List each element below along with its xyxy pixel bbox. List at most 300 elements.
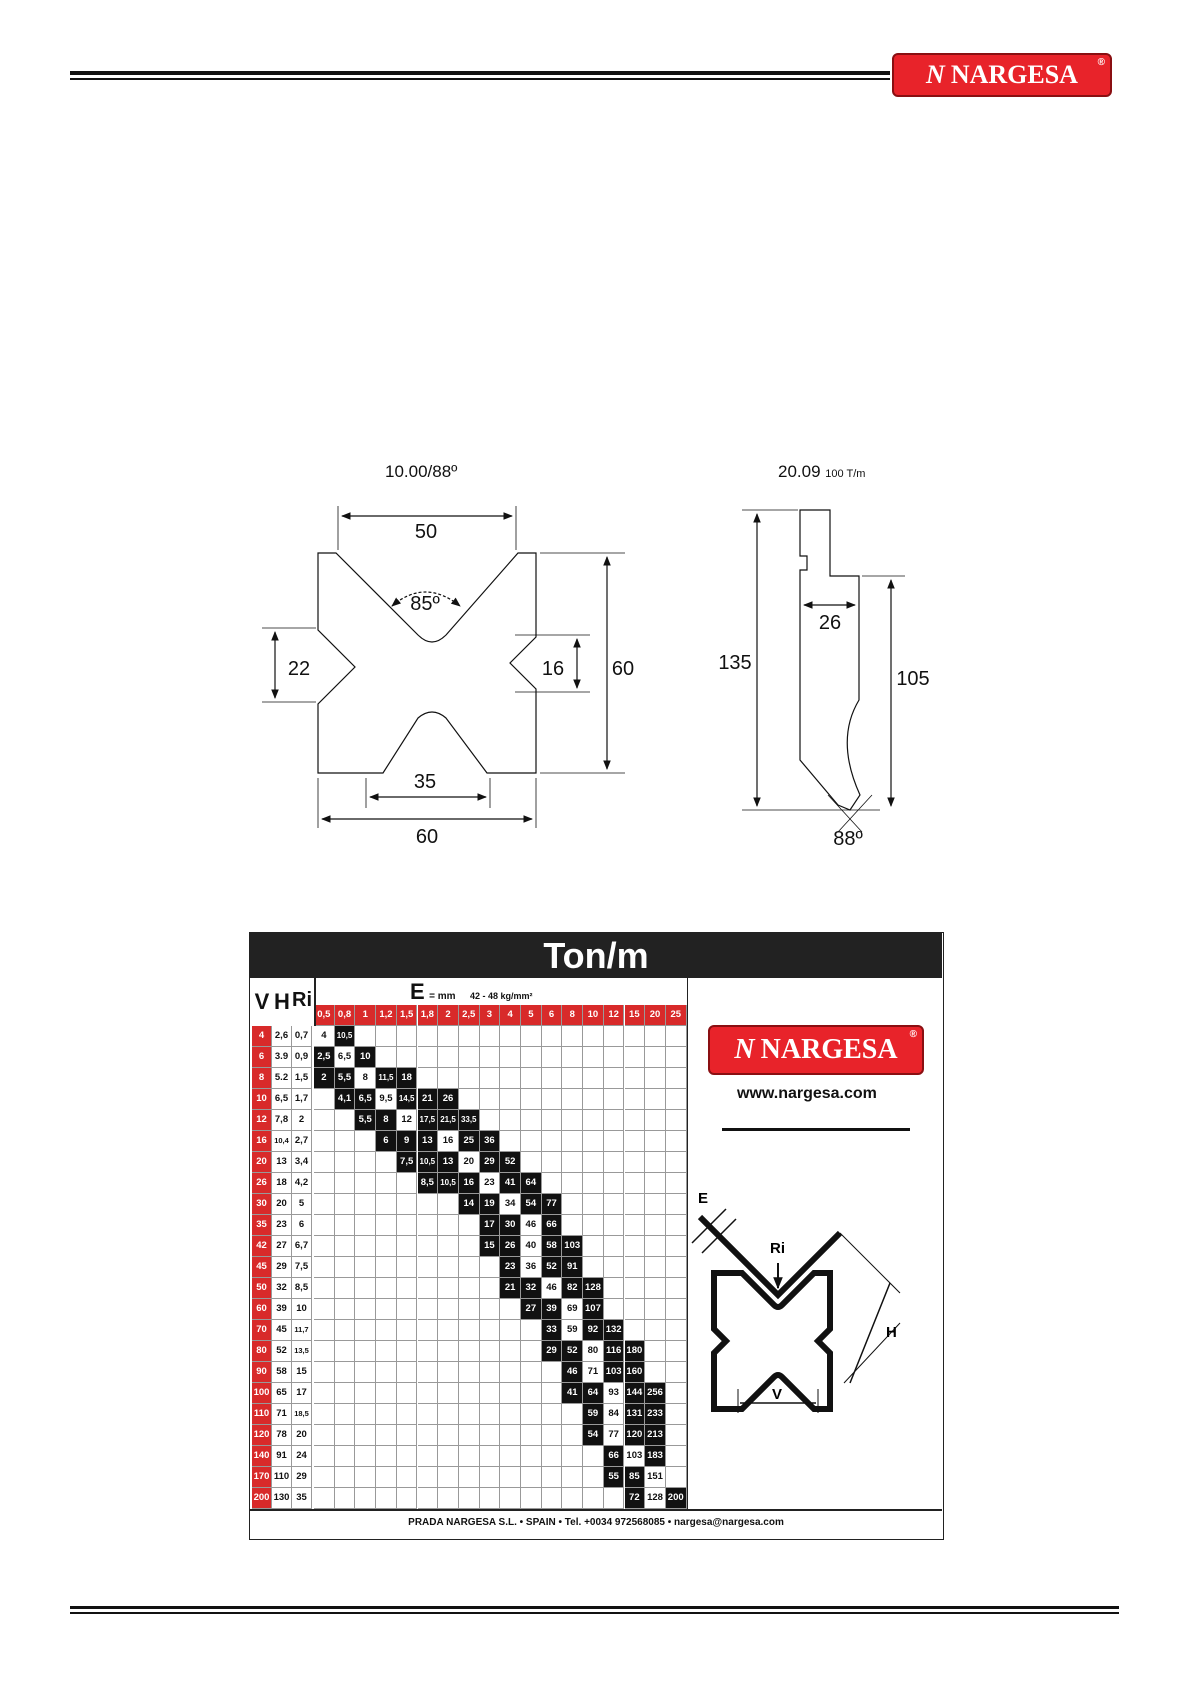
empty-cell xyxy=(314,1425,335,1446)
empty-cell xyxy=(459,1404,480,1425)
thickness-header: 5 xyxy=(521,1005,542,1026)
ton-value-cell: 180 xyxy=(625,1341,646,1362)
thickness-header: 3 xyxy=(480,1005,501,1026)
empty-cell xyxy=(314,1173,335,1194)
empty-cell xyxy=(397,1341,418,1362)
empty-cell xyxy=(604,1110,625,1131)
empty-cell xyxy=(355,1362,376,1383)
row-ri: 35 xyxy=(292,1488,312,1509)
ton-value-cell: 6,5 xyxy=(355,1089,376,1110)
row-ri: 5 xyxy=(292,1194,312,1215)
empty-cell xyxy=(521,1383,542,1404)
ton-value-cell: 71 xyxy=(583,1362,604,1383)
ton-value-cell: 26 xyxy=(500,1236,521,1257)
empty-cell xyxy=(542,1173,563,1194)
empty-cell xyxy=(645,1299,666,1320)
empty-cell xyxy=(604,1257,625,1278)
ton-value-cell: 23 xyxy=(500,1257,521,1278)
diagram-label-h: H xyxy=(886,1324,897,1341)
empty-cell xyxy=(418,1467,439,1488)
empty-cell xyxy=(418,1194,439,1215)
empty-cell xyxy=(480,1362,501,1383)
ton-value-cell: 132 xyxy=(604,1320,625,1341)
empty-cell xyxy=(376,1488,397,1509)
empty-cell xyxy=(625,1320,646,1341)
empty-cell xyxy=(418,1299,439,1320)
empty-cell xyxy=(438,1320,459,1341)
empty-cell xyxy=(397,1320,418,1341)
empty-cell xyxy=(583,1173,604,1194)
empty-cell xyxy=(500,1425,521,1446)
row-v: 70 xyxy=(252,1320,272,1341)
empty-cell xyxy=(355,1215,376,1236)
empty-cell xyxy=(666,1467,687,1488)
empty-cell xyxy=(418,1278,439,1299)
empty-cell xyxy=(562,1152,583,1173)
empty-cell xyxy=(314,1152,335,1173)
thickness-header: 1 xyxy=(355,1005,376,1026)
ton-value-cell: 36 xyxy=(480,1131,501,1152)
empty-cell xyxy=(314,1404,335,1425)
empty-cell xyxy=(666,1425,687,1446)
empty-cell xyxy=(500,1299,521,1320)
row-ri: 0,7 xyxy=(292,1026,312,1047)
empty-cell xyxy=(500,1110,521,1131)
empty-cell xyxy=(625,1194,646,1215)
table-title: Ton/m xyxy=(250,933,942,978)
empty-cell xyxy=(355,1299,376,1320)
empty-cell xyxy=(645,1320,666,1341)
empty-cell xyxy=(459,1236,480,1257)
empty-cell xyxy=(418,1383,439,1404)
empty-cell xyxy=(604,1152,625,1173)
punch-code: 20.09 xyxy=(778,462,821,481)
empty-cell xyxy=(562,1467,583,1488)
ton-value-cell: 9 xyxy=(397,1131,418,1152)
row-h: 52 xyxy=(272,1341,292,1362)
ton-value-cell: 200 xyxy=(666,1488,687,1509)
die-dim-right-slot: 16 xyxy=(541,658,565,680)
ton-value-cell: 7,5 xyxy=(397,1152,418,1173)
empty-cell xyxy=(314,1257,335,1278)
ton-value-cell: 36 xyxy=(521,1257,542,1278)
empty-cell xyxy=(438,1047,459,1068)
ton-value-cell: 91 xyxy=(562,1257,583,1278)
ton-value-cell: 77 xyxy=(604,1425,625,1446)
ton-value-cell: 107 xyxy=(583,1299,604,1320)
empty-cell xyxy=(562,1068,583,1089)
row-ri: 8,5 xyxy=(292,1278,312,1299)
empty-cell xyxy=(376,1362,397,1383)
empty-cell xyxy=(397,1299,418,1320)
ton-value-cell: 77 xyxy=(542,1194,563,1215)
empty-cell xyxy=(666,1194,687,1215)
empty-cell xyxy=(376,1194,397,1215)
empty-cell xyxy=(355,1320,376,1341)
empty-cell xyxy=(314,1215,335,1236)
empty-cell xyxy=(604,1194,625,1215)
punch-dim-total-height: 135 xyxy=(718,652,752,674)
logo-mark: N xyxy=(926,60,945,89)
empty-cell xyxy=(521,1341,542,1362)
empty-cell xyxy=(438,1257,459,1278)
empty-cell xyxy=(335,1278,356,1299)
empty-cell xyxy=(521,1089,542,1110)
empty-cell xyxy=(438,1383,459,1404)
empty-cell xyxy=(604,1236,625,1257)
empty-cell xyxy=(355,1383,376,1404)
logo-text: NARGESA xyxy=(950,60,1078,89)
empty-cell xyxy=(562,1047,583,1068)
row-v: 42 xyxy=(252,1236,272,1257)
thickness-header: 25 xyxy=(666,1005,687,1026)
row-ri: 17 xyxy=(292,1383,312,1404)
empty-cell xyxy=(459,1383,480,1404)
empty-cell xyxy=(438,1215,459,1236)
ton-value-cell: 32 xyxy=(521,1278,542,1299)
row-h: 5.2 xyxy=(272,1068,292,1089)
punch-profile xyxy=(800,510,860,810)
empty-cell xyxy=(376,1152,397,1173)
empty-cell xyxy=(376,1173,397,1194)
row-h: 20 xyxy=(272,1194,292,1215)
empty-cell xyxy=(666,1089,687,1110)
empty-cell xyxy=(438,1068,459,1089)
ton-value-cell: 10 xyxy=(355,1047,376,1068)
empty-cell xyxy=(459,1320,480,1341)
ton-value-cell: 40 xyxy=(521,1236,542,1257)
empty-cell xyxy=(335,1173,356,1194)
empty-cell xyxy=(397,1278,418,1299)
row-v: 170 xyxy=(252,1467,272,1488)
empty-cell xyxy=(335,1152,356,1173)
row-ri: 3,4 xyxy=(292,1152,312,1173)
ton-value-cell: 30 xyxy=(500,1215,521,1236)
empty-cell xyxy=(666,1131,687,1152)
ton-value-cell: 29 xyxy=(480,1152,501,1173)
empty-cell xyxy=(542,1488,563,1509)
ton-value-cell: 8,5 xyxy=(418,1173,439,1194)
ton-value-cell: 2 xyxy=(314,1068,335,1089)
empty-cell xyxy=(438,1236,459,1257)
empty-cell xyxy=(376,1446,397,1467)
empty-cell xyxy=(459,1215,480,1236)
empty-cell xyxy=(542,1362,563,1383)
empty-cell xyxy=(459,1467,480,1488)
empty-cell xyxy=(480,1446,501,1467)
empty-cell xyxy=(438,1341,459,1362)
ton-value-cell: 4,1 xyxy=(335,1089,356,1110)
row-h: 110 xyxy=(272,1467,292,1488)
ton-value-cell: 131 xyxy=(625,1404,646,1425)
e-header xyxy=(410,979,533,1005)
ton-value-cell: 15 xyxy=(480,1236,501,1257)
row-ri: 6 xyxy=(292,1215,312,1236)
empty-cell xyxy=(583,1026,604,1047)
empty-cell xyxy=(645,1068,666,1089)
panel-divider xyxy=(722,1128,910,1131)
empty-cell xyxy=(376,1425,397,1446)
empty-cell xyxy=(645,1236,666,1257)
empty-cell xyxy=(583,1215,604,1236)
empty-cell xyxy=(438,1299,459,1320)
empty-cell xyxy=(397,1026,418,1047)
ton-value-cell: 64 xyxy=(521,1173,542,1194)
empty-cell xyxy=(480,1257,501,1278)
empty-cell xyxy=(314,1299,335,1320)
empty-cell xyxy=(397,1215,418,1236)
empty-cell xyxy=(583,1194,604,1215)
ton-value-cell: 27 xyxy=(521,1299,542,1320)
empty-cell xyxy=(314,1194,335,1215)
ton-value-cell: 92 xyxy=(583,1320,604,1341)
ton-value-cell: 12 xyxy=(397,1110,418,1131)
ton-value-cell: 17,5 xyxy=(418,1110,439,1131)
empty-cell xyxy=(480,1320,501,1341)
row-ri: 18,5 xyxy=(292,1404,312,1425)
empty-cell xyxy=(397,1404,418,1425)
row-v: 4 xyxy=(252,1026,272,1047)
ton-value-cell: 233 xyxy=(645,1404,666,1425)
empty-cell xyxy=(645,1110,666,1131)
thickness-header: 2 xyxy=(438,1005,459,1026)
empty-cell xyxy=(438,1362,459,1383)
empty-cell xyxy=(376,1236,397,1257)
empty-cell xyxy=(604,1047,625,1068)
empty-cell xyxy=(335,1404,356,1425)
thickness-header: 12 xyxy=(604,1005,625,1026)
empty-cell xyxy=(355,1026,376,1047)
empty-cell xyxy=(418,1215,439,1236)
empty-cell xyxy=(604,1131,625,1152)
row-h: 65 xyxy=(272,1383,292,1404)
empty-cell xyxy=(397,1383,418,1404)
ton-value-cell: 10,5 xyxy=(418,1152,439,1173)
empty-cell xyxy=(314,1362,335,1383)
empty-cell xyxy=(645,1341,666,1362)
ton-value-cell: 46 xyxy=(521,1215,542,1236)
empty-cell xyxy=(376,1404,397,1425)
empty-cell xyxy=(397,1173,418,1194)
empty-cell xyxy=(542,1026,563,1047)
empty-cell xyxy=(645,1152,666,1173)
empty-cell xyxy=(583,1047,604,1068)
grid-right-border xyxy=(687,978,689,1509)
empty-cell xyxy=(562,1026,583,1047)
row-h: 2,6 xyxy=(272,1026,292,1047)
ton-value-cell: 11,5 xyxy=(376,1068,397,1089)
empty-cell xyxy=(645,1362,666,1383)
empty-cell xyxy=(521,1110,542,1131)
empty-cell xyxy=(480,1341,501,1362)
empty-cell xyxy=(335,1299,356,1320)
row-h: 32 xyxy=(272,1278,292,1299)
empty-cell xyxy=(583,1467,604,1488)
ton-value-cell: 29 xyxy=(542,1341,563,1362)
ri-label: Ri xyxy=(292,989,312,1011)
empty-cell xyxy=(418,1362,439,1383)
ton-value-cell: 183 xyxy=(645,1446,666,1467)
empty-cell xyxy=(521,1488,542,1509)
row-h: 71 xyxy=(272,1404,292,1425)
ton-value-cell: 54 xyxy=(583,1425,604,1446)
empty-cell xyxy=(666,1320,687,1341)
empty-cell xyxy=(583,1068,604,1089)
empty-cell xyxy=(583,1089,604,1110)
table-logo-text: NARGESA xyxy=(760,1034,898,1065)
empty-cell xyxy=(583,1131,604,1152)
punch-dim-tip-angle: 88º xyxy=(833,828,863,850)
row-v: 20 xyxy=(252,1152,272,1173)
ton-value-cell: 23 xyxy=(480,1173,501,1194)
empty-cell xyxy=(521,1026,542,1047)
empty-cell xyxy=(459,1068,480,1089)
row-v: 8 xyxy=(252,1068,272,1089)
empty-cell xyxy=(604,1488,625,1509)
row-ri: 13,5 xyxy=(292,1341,312,1362)
thickness-header: 15 xyxy=(625,1005,646,1026)
ton-value-cell: 26 xyxy=(438,1089,459,1110)
ton-value-cell: 21 xyxy=(418,1089,439,1110)
empty-cell xyxy=(459,1362,480,1383)
row-h: 3.9 xyxy=(272,1047,292,1068)
ton-value-cell: 16 xyxy=(459,1173,480,1194)
empty-cell xyxy=(542,1404,563,1425)
empty-cell xyxy=(480,1026,501,1047)
empty-cell xyxy=(418,1425,439,1446)
empty-cell xyxy=(335,1320,356,1341)
empty-cell xyxy=(625,1299,646,1320)
empty-cell xyxy=(542,1383,563,1404)
empty-cell xyxy=(376,1383,397,1404)
row-v: 6 xyxy=(252,1047,272,1068)
empty-cell xyxy=(459,1341,480,1362)
ton-value-cell: 39 xyxy=(542,1299,563,1320)
empty-cell xyxy=(521,1446,542,1467)
empty-cell xyxy=(666,1383,687,1404)
row-h: 10,4 xyxy=(272,1131,292,1152)
empty-cell xyxy=(335,1131,356,1152)
empty-cell xyxy=(521,1152,542,1173)
row-ri: 1,7 xyxy=(292,1089,312,1110)
empty-cell xyxy=(666,1404,687,1425)
empty-cell xyxy=(480,1110,501,1131)
empty-cell xyxy=(625,1110,646,1131)
ton-value-cell: 33,5 xyxy=(459,1110,480,1131)
empty-cell xyxy=(500,1383,521,1404)
empty-cell xyxy=(645,1194,666,1215)
empty-cell xyxy=(314,1110,335,1131)
empty-cell xyxy=(459,1299,480,1320)
empty-cell xyxy=(500,1047,521,1068)
empty-cell xyxy=(397,1194,418,1215)
punch-dim-width: 26 xyxy=(818,612,842,634)
empty-cell xyxy=(355,1446,376,1467)
ton-value-cell: 41 xyxy=(500,1173,521,1194)
row-v: 50 xyxy=(252,1278,272,1299)
logo-reg: ® xyxy=(1097,57,1105,68)
row-v: 26 xyxy=(252,1173,272,1194)
col-header-h: H xyxy=(274,989,290,1014)
empty-cell xyxy=(459,1026,480,1047)
ton-value-cell: 14,5 xyxy=(397,1089,418,1110)
empty-cell xyxy=(500,1131,521,1152)
empty-cell xyxy=(542,1131,563,1152)
die-dim-left-height: 22 xyxy=(287,658,311,680)
empty-cell xyxy=(438,1194,459,1215)
empty-cell xyxy=(604,1089,625,1110)
die-dim-right-height: 60 xyxy=(611,658,635,680)
empty-cell xyxy=(314,1446,335,1467)
empty-cell xyxy=(500,1446,521,1467)
empty-cell xyxy=(418,1341,439,1362)
empty-cell xyxy=(500,1026,521,1047)
empty-cell xyxy=(397,1362,418,1383)
row-v: 12 xyxy=(252,1110,272,1131)
row-ri: 20 xyxy=(292,1425,312,1446)
empty-cell xyxy=(418,1236,439,1257)
ton-value-cell: 80 xyxy=(583,1341,604,1362)
row-ri: 10 xyxy=(292,1299,312,1320)
row-h: 18 xyxy=(272,1173,292,1194)
empty-cell xyxy=(418,1257,439,1278)
col-header-ri xyxy=(292,989,312,1012)
table-logo-reg: ® xyxy=(909,1029,917,1040)
row-ri: 15 xyxy=(292,1362,312,1383)
empty-cell xyxy=(521,1320,542,1341)
ton-value-cell: 66 xyxy=(542,1215,563,1236)
empty-cell xyxy=(583,1446,604,1467)
empty-cell xyxy=(397,1047,418,1068)
row-v: 80 xyxy=(252,1341,272,1362)
ton-value-cell: 52 xyxy=(500,1152,521,1173)
empty-cell xyxy=(604,1026,625,1047)
empty-cell xyxy=(625,1131,646,1152)
empty-cell xyxy=(666,1110,687,1131)
empty-cell xyxy=(397,1425,418,1446)
empty-cell xyxy=(418,1320,439,1341)
row-v: 60 xyxy=(252,1299,272,1320)
ton-value-cell: 151 xyxy=(645,1467,666,1488)
empty-cell xyxy=(397,1446,418,1467)
empty-cell xyxy=(625,1236,646,1257)
punch-capacity: 100 T/m xyxy=(825,468,866,480)
row-ri: 6,7 xyxy=(292,1236,312,1257)
empty-cell xyxy=(376,1047,397,1068)
empty-cell xyxy=(666,1257,687,1278)
empty-cell xyxy=(562,1110,583,1131)
empty-cell xyxy=(418,1404,439,1425)
empty-cell xyxy=(666,1152,687,1173)
empty-cell xyxy=(355,1278,376,1299)
ton-value-cell: 128 xyxy=(645,1488,666,1509)
empty-cell xyxy=(562,1488,583,1509)
empty-cell xyxy=(542,1467,563,1488)
ton-value-cell: 21 xyxy=(500,1278,521,1299)
ton-value-cell: 6,5 xyxy=(335,1047,356,1068)
empty-cell xyxy=(625,1278,646,1299)
empty-cell xyxy=(376,1257,397,1278)
diagram-label-e: E xyxy=(698,1190,709,1207)
empty-cell xyxy=(542,1068,563,1089)
empty-cell xyxy=(418,1068,439,1089)
die-dim-angle: 85º xyxy=(410,593,440,615)
bending-diagram xyxy=(690,1173,935,1413)
empty-cell xyxy=(521,1467,542,1488)
ton-value-cell: 4 xyxy=(314,1026,335,1047)
empty-cell xyxy=(480,1068,501,1089)
thickness-header: 20 xyxy=(645,1005,666,1026)
